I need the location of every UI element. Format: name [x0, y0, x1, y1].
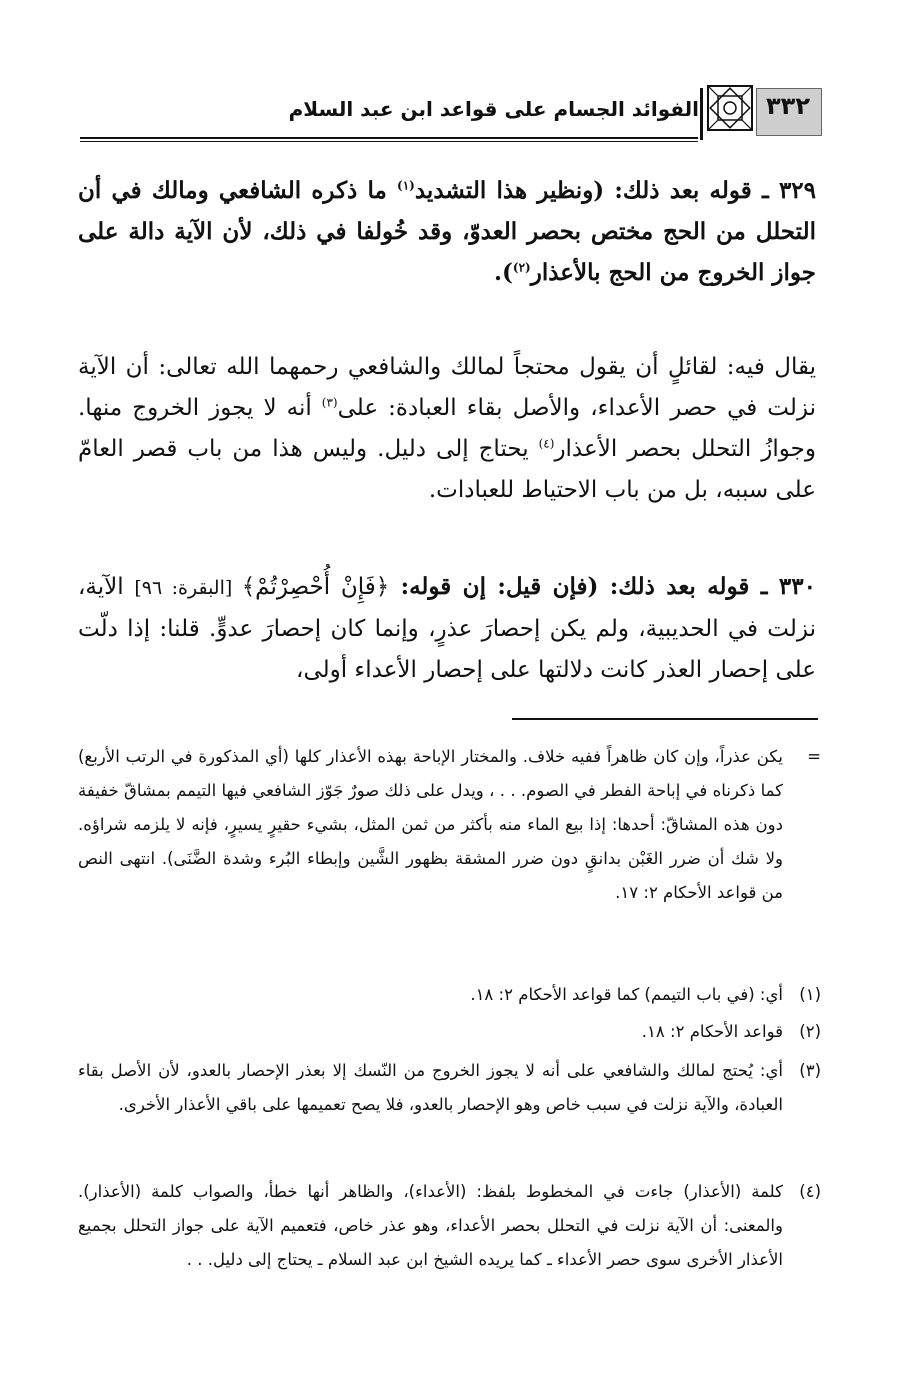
paragraph-lead: ٣٣٠ ـ قوله بعد ذلك:: [609, 573, 816, 600]
running-title: الفوائد الجسام على قواعد ابن عبد السلام: [288, 97, 699, 121]
footnote-ref: (٤): [538, 436, 555, 451]
paragraph-text: الآية، نزلت في الحديبية، ولم يكن إحصارَ عذرٍ، وإنما كان إحصارَ عدوٍّ. قلنا: إذا دلّت على إحصار العذر كانت دلالتها على إحصار الأعداء أولى،: [78, 574, 816, 683]
footnote-number: (٣): [799, 1061, 821, 1080]
paragraph-text: (فإن قيل: إن قوله:: [389, 573, 610, 600]
paragraph-text: أنه لا يجوز الخروج منها. وجوازُ التحلل بحصر الأعذار: [78, 395, 816, 462]
paragraph-text: (ونظير هذا التشديد: [414, 177, 615, 204]
paragraph-text: يقال فيه: لقائلٍ أن يقول محتجاً لمالك والشافعي رحمهما الله تعالى: أن الآية نزلت في حصر الأعداء، والأصل بقاء العبادة: على: [78, 354, 816, 421]
paragraph-330: [78, 566, 816, 691]
header-separator: [700, 88, 703, 140]
footnote-number: (٢): [799, 1022, 821, 1041]
footnote-text: قواعد الأحكام ٢: ١٨.: [641, 1022, 783, 1041]
header-rule-thin: [80, 141, 698, 142]
continuation-mark: =: [807, 747, 821, 766]
quran-verse: ﴿فَإِنْ أُحْصِرْتُمْ﴾: [241, 574, 390, 600]
footnote-text: كلمة (الأعذار) جاءت في المخطوط بلفظ: (الأعداء)، والظاهر أنها خطأ، والصواب كلمة (الأعذار). والمعنى: أن الآية نزلت في التحلل بحصر الأعداء، وهو عذر خاص، فتعميم الآية على جواز التحلل بجميع الأعذار الأخرى سوى حصر الأعداء ـ كما يريده الشيخ ابن عبد السلام ـ يحتاج إلى دليل. . .: [78, 1182, 783, 1269]
page-number: ٣٣٢: [766, 92, 810, 120]
footnote-continuation: يكن عذراً، وإن كان ظاهراً ففيه خلاف. والمختار الإباحة بهذه الأعذار كلها (أي المذكورة في الرتب الأربع) كما ذكرناه في إباحة الفطر في الصوم. . . ، ويدل على ذلك صورٌ جَوّز الشافعي فيها التيمم بمشاقّ خفيفة دون هذه المشاقّ: أحدها: إذا بيع الماء منه بأكثر من ثمن المثل، بشيء حقيرٍ يسيرٍ، فإنه لا يلزمه شراؤه. ولا شك أن ضرر الغَبْن بدانقٍ دون ضرر المشقة بظهور الشَّين وإبطاء البُرء وشدة الضَّنَى). انتهى النص من قواعد الأحكام ٢: ١٧.: [78, 747, 783, 902]
commentary-paragraph: [78, 347, 816, 511]
footnote-ref: (١): [397, 178, 415, 193]
footnote-text: أي: (في باب التيمم) كما قواعد الأحكام ٢: ١٨.: [470, 985, 783, 1004]
footnote-ref: (٢): [512, 260, 531, 275]
paragraph-329: [78, 170, 816, 293]
footnote-separator: [512, 718, 818, 720]
paragraph-text: ).: [494, 259, 513, 286]
footnote-text: أي: يُحتج لمالك والشافعي على أنه لا يجوز الخروج من النّسك إلا بعذر الإحصار بالعدو، لأن الأصل بقاء العبادة، والآية نزلت في سبب خاص وهو الإحصار بالعدو، فلا يصح تعميمها على باقي الأعذار الأخرى.: [78, 1061, 783, 1114]
paragraph-text: يحتاج إلى دليل. وليس هذا من باب قصر العامّ على سببه، بل من باب الاحتياط للعبادات.: [78, 436, 816, 503]
footnote-number: (٤): [799, 1182, 821, 1201]
footnote-number: (١): [799, 985, 821, 1004]
footnote-ref: (٣): [321, 395, 338, 410]
paragraph-text: ما ذكره الشافعي ومالك في أن التحلل من الحج مختص بحصر العدوّ، وقد خُولفا في ذلك، لأن الآية دالة على جواز الخروج من الحج بالأعذار: [78, 177, 816, 286]
verse-citation: [البقرة: ٩٦]: [134, 577, 242, 599]
header-rule: [80, 137, 698, 139]
paragraph-lead: ٣٢٩ ـ قوله بعد ذلك:: [614, 177, 816, 204]
ornament-icon: [706, 84, 754, 132]
